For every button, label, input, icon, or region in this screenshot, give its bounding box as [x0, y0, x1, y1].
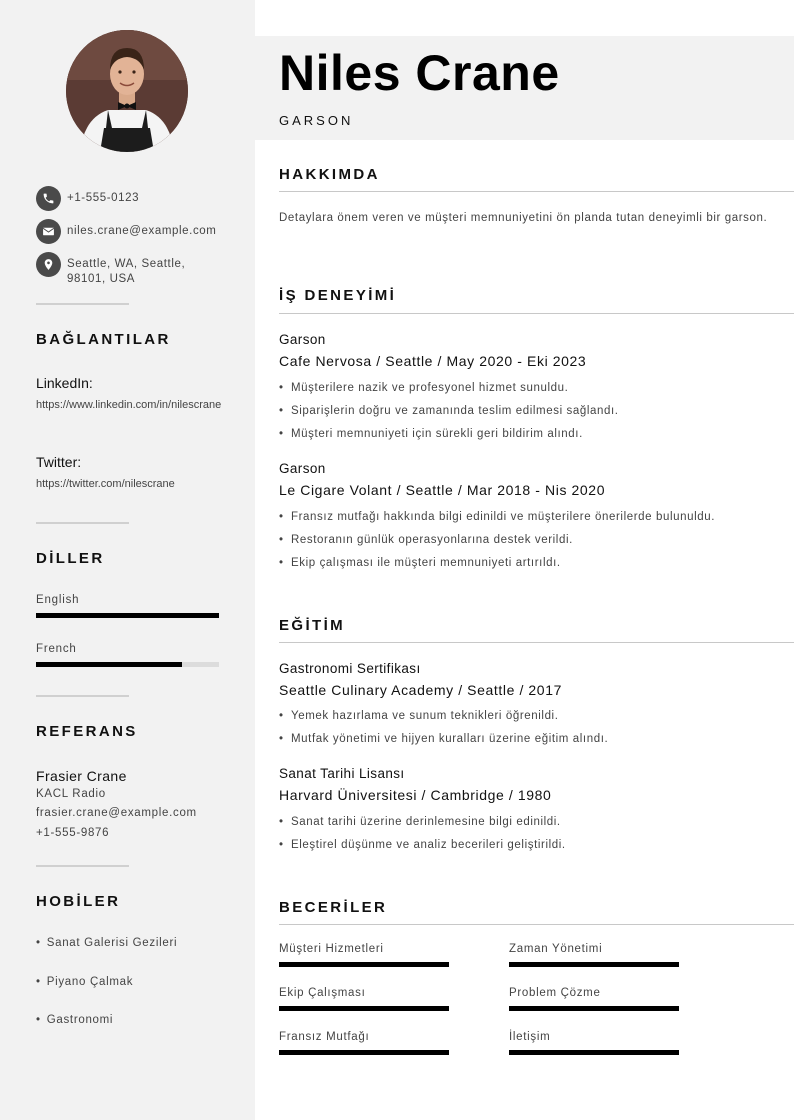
- links-title: BAĞLANTILAR: [36, 331, 171, 348]
- bullet-item: • Fransız mutfağı hakkında bilgi edinildi ve müşterilere önerilerde bulunuldu.: [279, 510, 779, 533]
- job-title: Garson: [279, 461, 326, 476]
- language-level-fill: [36, 662, 182, 667]
- education-title: EĞİTİM: [279, 617, 346, 634]
- linkedin-link[interactable]: https://www.linkedin.com/in/nilescrane: [36, 399, 222, 411]
- education-title-item: Gastronomi Sertifikası: [279, 661, 421, 676]
- skill-name: Müşteri Hizmetleri: [279, 943, 384, 955]
- sidebar: [0, 0, 255, 1120]
- linkedin-label: LinkedIn:: [36, 375, 93, 391]
- skill-level-bar: [279, 1050, 449, 1055]
- sidebar-divider: [36, 865, 129, 867]
- about-text: Detaylara önem veren ve müşteri memnuniyetini ön planda tutan deneyimli bir garson.: [279, 212, 768, 224]
- hobby-item: • Gastronomi: [36, 1014, 114, 1026]
- phone-icon: [36, 186, 61, 211]
- hobbies-title: HOBİLER: [36, 893, 121, 910]
- sidebar-divider: [36, 522, 129, 524]
- main-content: [255, 0, 794, 1120]
- languages-title: DİLLER: [36, 550, 105, 567]
- contact-email: [36, 219, 236, 244]
- education-bullets: [279, 709, 779, 755]
- sidebar-divider: [36, 695, 129, 697]
- section-rule: [279, 313, 794, 314]
- bullet-item: • Sanat tarihi üzerine derinlemesine bilgi edinildi.: [279, 815, 779, 838]
- skill-level-bar: [509, 962, 679, 967]
- phone-text: +1-555-0123: [67, 192, 140, 204]
- contact-phone: [36, 186, 236, 211]
- language-name: English: [36, 594, 80, 606]
- skill-name: Fransız Mutfağı: [279, 1031, 370, 1043]
- reference-company: KACL Radio: [36, 788, 106, 800]
- skill-level-bar: [509, 1050, 679, 1055]
- skill-name: Problem Çözme: [509, 987, 601, 999]
- email-text: niles.crane@example.com: [67, 225, 217, 237]
- reference-phone: +1-555-9876: [36, 827, 110, 839]
- job-title: Garson: [279, 332, 326, 347]
- skill-level-bar: [279, 1006, 449, 1011]
- person-name: Niles Crane: [279, 45, 560, 101]
- bullet-item: • Siparişlerin doğru ve zamanında teslim edilmesi sağlandı.: [279, 404, 779, 427]
- hobby-item: • Piyano Çalmak: [36, 976, 134, 988]
- bullet-item: • Müşteri memnuniyeti için sürekli geri bildirim alındı.: [279, 427, 779, 450]
- about-title: HAKKIMDA: [279, 166, 380, 183]
- skill-name: Zaman Yönetimi: [509, 943, 603, 955]
- job-subtitle: Le Cigare Volant / Seattle / Mar 2018 - Nis 2020: [279, 482, 606, 498]
- job-subtitle: Cafe Nervosa / Seattle / May 2020 - Eki 2023: [279, 353, 587, 369]
- twitter-label: Twitter:: [36, 454, 82, 470]
- bullet-item: • Restoranın günlük operasyonlarına destek verildi.: [279, 533, 779, 556]
- address-text: [67, 252, 185, 287]
- reference-name: Frasier Crane: [36, 768, 127, 784]
- hobby-label: Piyano Çalmak: [46, 976, 134, 988]
- education-subtitle: Harvard Üniversitesi / Cambridge / 1980: [279, 787, 552, 803]
- skill-level-bar: [279, 962, 449, 967]
- skill-name: İletişim: [509, 1031, 551, 1043]
- section-rule: [279, 191, 794, 192]
- section-rule: [279, 924, 794, 925]
- contact-address: [36, 252, 236, 287]
- job-bullets: [279, 510, 779, 579]
- reference-email[interactable]: frasier.crane@example.com: [36, 807, 197, 819]
- language-level-fill: [36, 613, 219, 618]
- hobby-label: Gastronomi: [46, 1014, 114, 1026]
- job-bullets: [279, 381, 779, 450]
- contact-info: [36, 186, 236, 295]
- language-level-bar: [36, 613, 219, 618]
- bullet-item: • Mutfak yönetimi ve hijyen kuralları üzerine eğitim alındı.: [279, 732, 779, 755]
- language-name: French: [36, 643, 77, 655]
- education-subtitle: Seattle Culinary Academy / Seattle / 2017: [279, 682, 562, 698]
- email-icon: [36, 219, 61, 244]
- education-bullets: [279, 815, 779, 861]
- location-pin-icon: [36, 252, 61, 277]
- twitter-link[interactable]: https://twitter.com/nilescrane: [36, 478, 175, 490]
- bullet-item: • Müşterilere nazik ve profesyonel hizmet sunuldu.: [279, 381, 779, 404]
- bullet-item: • Yemek hazırlama ve sunum teknikleri öğrenildi.: [279, 709, 779, 732]
- language-level-bar: [36, 662, 219, 667]
- address-line-2: 98101, USA: [67, 273, 136, 285]
- skill-level-bar: [509, 1006, 679, 1011]
- bullet-item: • Ekip çalışması ile müşteri memnuniyeti artırıldı.: [279, 556, 779, 579]
- hobby-label: Sanat Galerisi Gezileri: [46, 937, 178, 949]
- bullet-item: • Eleştirel düşünme ve analiz becerileri geliştirildi.: [279, 838, 779, 861]
- hobby-item: • Sanat Galerisi Gezileri: [36, 937, 178, 949]
- skill-name: Ekip Çalışması: [279, 987, 366, 999]
- address-line-1: Seattle, WA, Seattle,: [67, 258, 186, 270]
- skills-title: BECERİLER: [279, 899, 388, 916]
- section-rule: [279, 642, 794, 643]
- person-role: GARSON: [279, 113, 354, 128]
- reference-title: REFERANS: [36, 723, 138, 740]
- profile-photo: [66, 30, 188, 152]
- sidebar-divider: [36, 303, 129, 305]
- education-title-item: Sanat Tarihi Lisansı: [279, 766, 405, 781]
- experience-title: İŞ DENEYİMİ: [279, 287, 397, 304]
